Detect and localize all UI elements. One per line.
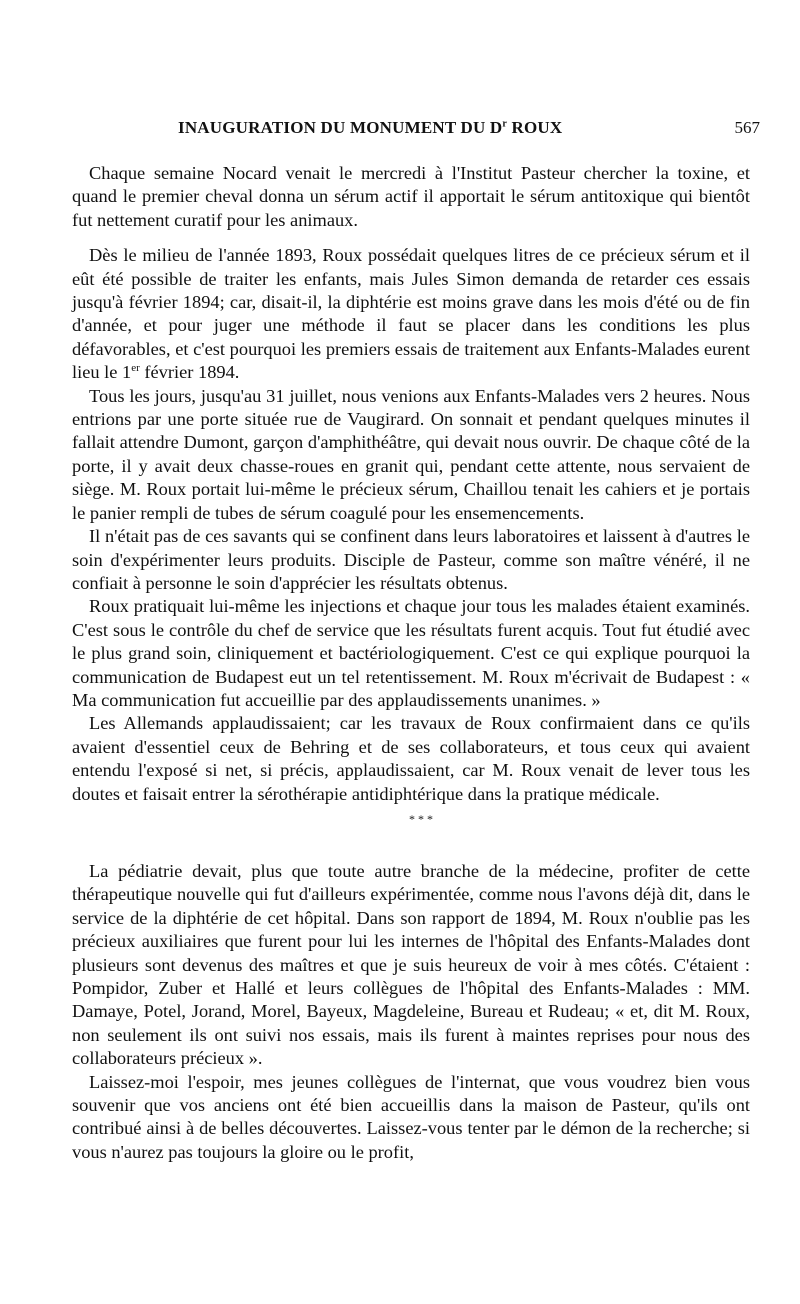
paragraph: Il n'était pas de ces savants qui se confinent dans leurs laboratoires et laissent à d'autres le soin d'expérimenter leurs produits. Disciple de Pasteur, comme son maître vénéré, il ne confiait à personne le soin d'apprécier les résultats obtenus. (72, 526, 750, 593)
header-title (178, 118, 562, 138)
page-number: 567 (734, 118, 760, 137)
header-title-sup: r (502, 118, 508, 130)
paragraph: Chaque semaine Nocard venait le mercredi à l'Institut Pasteur chercher la toxine, et quand le premier cheval donna un sérum actif il apportait le sérum antitoxique qui bientôt fut nettement curatif pour les animaux. (72, 163, 750, 230)
paragraph: Les Allemands applaudissaient; car les travaux de Roux confirmaient dans ce qu'ils avaient d'essentiel ceux de Behring et de ses collaborateurs, et tous ceux qui avaient entendu l'exposé si net, si précis, applaudissaient, car M. Roux venait de lever tous les doutes et faisait entrer la sérothérapie antidiphtérique dans la pratique médicale. (72, 713, 750, 804)
section-separator: * * * (409, 811, 433, 826)
paragraph (72, 244, 750, 384)
paragraph: Roux pratiquait lui-même les injections et chaque jour tous les malades étaient examinés. C'est sous le contrôle du chef de service que les résultats furent acquis. Tout fut étudié avec le plus grand soin, cliniquement et bactériologiquement. C'est ce qui explique pourquoi la communication de Budapest eut un tel retentissement. M. Roux m'écrivait de Budapest : « Ma communication fut accueillie par des applaudissements unanimes. » (72, 596, 750, 710)
paragraph: La pédiatrie devait, plus que toute autre branche de la médecine, profiter de cette thérapeutique nouvelle qui fut d'ailleurs expérimentée, comme nous l'avons déjà dit, dans le service de la diphtérie de cet hôpital. Dans son rapport de 1894, M. Roux n'oublie pas les précieux auxiliaires que furent pour lui les internes de l'hôpital des Enfants-Malades dont plusieurs sont devenus des maîtres et que je suis heureux de voir à mes côtés. C'étaient : Pompidor, Zuber et Hallé et leurs collègues de l'hôpital des Enfants-Malades : MM. Damaye, Potel, Jorand, Morel, Bayeux, Magdeleine, Bureau et Rudeau; « et, dit M. Roux, non seulement ils ont suivi nos essais, mais ils furent à maintes reprises pour nous des collaborateurs précieux ». (72, 860, 750, 1069)
paragraph-text-tail: février 1894. (139, 362, 240, 383)
body-text (72, 162, 750, 1164)
running-header (70, 118, 760, 148)
header-title-main: INAUGURATION DU MONUMENT DU D (178, 118, 503, 137)
paragraph: Tous les jours, jusqu'au 31 juillet, nous venions aux Enfants-Malades vers 2 heures. Nous entrions par une porte située rue de Vaugirard. On sonnait et pendant quelques minutes il fallait attendre Dumont, garçon d'amphithéâtre, qui devait nous ouvrir. De chaque côté de la porte, il y avait deux chasse-roues en granit qui, pendant cette attente, nous servaient de siège. M. Roux portait lui-même le précieux sérum, Chaillou tenait les cahiers et je portais le panier rempli de tubes de sérum coagulé pour les ensemencements. (72, 385, 750, 523)
paragraph: Laissez-moi l'espoir, mes jeunes collègues de l'internat, que vous voudrez bien vous souvenir que vos anciens ont été bien accueillis dans la maison de Pasteur, qu'ils ont contribué ainsi à de belles découvertes. Laissez-vous tenter par le démon de la recherche; si vous n'aurez pas toujours la gloire ou le profit, (72, 1071, 750, 1162)
header-title-end: ROUX (507, 118, 563, 137)
ordinal-sup: er (131, 362, 140, 375)
paragraph-text: Dès le milieu de l'année 1893, Roux possédait quelques litres de ce précieux sérum et il eût été possible de traiter les enfants, mais Jules Simon demanda de retarder ces essais jusqu'à février 1894; car, disait-il, la diphtérie est moins grave dans les mois d'été ou de fin d'année, et pour juger une méthode il faut se placer dans les conditions les plus défavorables, et c'est pourquoi les premiers essais de traitement aux Enfants-Malades eurent lieu le 1 (72, 245, 750, 383)
